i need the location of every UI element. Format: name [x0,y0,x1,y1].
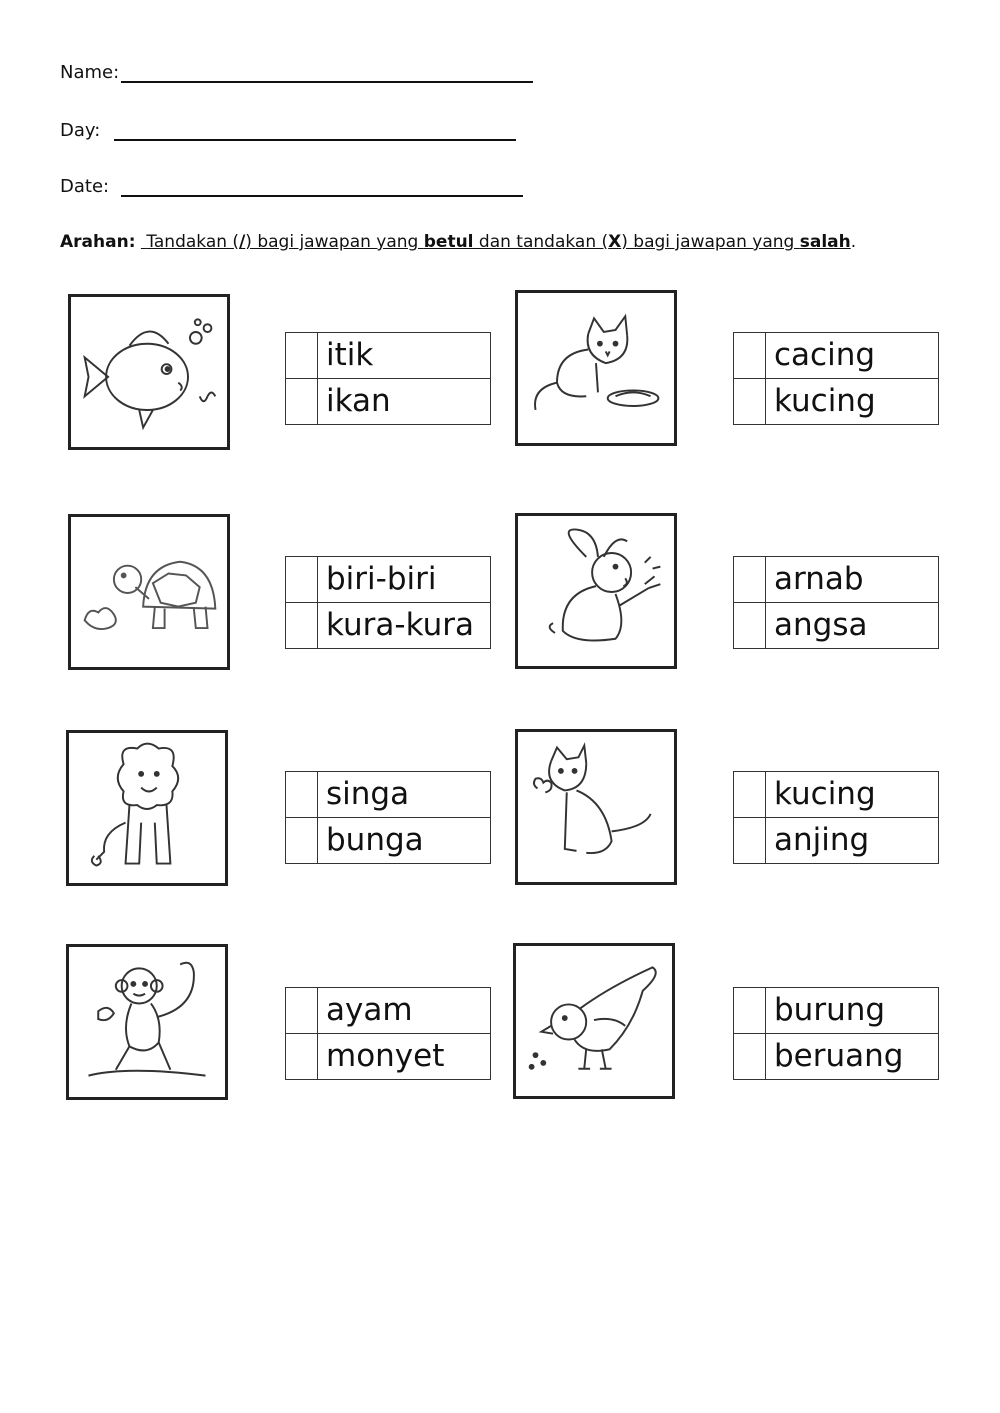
lion-picture [66,730,228,886]
date-label: Date: [60,176,110,197]
cat-picture [515,290,677,446]
option-row [286,1034,491,1080]
instruction-part2: ) bagi jawapan yang [245,232,424,252]
answer-box[interactable] [734,557,766,603]
instruction-part3: dan tandakan ( [473,232,609,252]
instruction-end: . [850,232,857,252]
tortoise-options [285,556,491,649]
bird-picture [513,943,675,1099]
cat-options [733,332,939,425]
option-word: biri-biri [318,557,491,603]
option-row [734,557,939,603]
answer-box[interactable] [734,1034,766,1080]
name-label: Name: [60,62,120,83]
answer-box[interactable] [286,772,318,818]
instruction-part4: ) bagi jawapan yang [621,232,800,252]
option-word: burung [766,988,939,1034]
wrong-word: salah [799,232,851,252]
dog-picture [515,729,677,885]
option-row [286,603,491,649]
option-word: angsa [766,603,939,649]
instruction [60,232,856,252]
rabbit-options [733,556,939,649]
option-word: kucing [766,379,939,425]
instruction-part1: Tandakan ( [146,232,240,252]
monkey-options [285,987,491,1080]
answer-box[interactable] [286,557,318,603]
name-line[interactable] [121,63,533,83]
answer-box[interactable] [286,818,318,864]
name-field [60,62,533,83]
option-word: anjing [766,818,939,864]
correct-word: betul [423,232,474,252]
instruction-text [141,232,851,252]
option-row [734,772,939,818]
option-row [286,379,491,425]
answer-box[interactable] [286,333,318,379]
option-row [734,603,939,649]
option-word: ikan [318,379,491,425]
option-word: monyet [318,1034,491,1080]
answer-box[interactable] [734,379,766,425]
option-word: cacing [766,333,939,379]
answer-box[interactable] [286,1034,318,1080]
bird-options [733,987,939,1080]
option-row [734,333,939,379]
answer-box[interactable] [734,772,766,818]
tortoise-picture [68,514,230,670]
option-row [286,557,491,603]
date-line[interactable] [121,177,523,197]
tick-symbol: / [239,232,246,252]
answer-box[interactable] [286,988,318,1034]
option-word: ayam [318,988,491,1034]
option-word: kura-kura [318,603,491,649]
option-word: arnab [766,557,939,603]
option-word: beruang [766,1034,939,1080]
instruction-label: Arahan: [60,232,136,252]
fish-options [285,332,491,425]
answer-box[interactable] [734,988,766,1034]
answer-box[interactable] [286,379,318,425]
dog-options [733,771,939,864]
option-row [734,818,939,864]
option-word: kucing [766,772,939,818]
option-word: itik [318,333,491,379]
answer-box[interactable] [734,603,766,649]
fish-picture [68,294,230,450]
option-row [286,333,491,379]
answer-box[interactable] [286,603,318,649]
date-field [60,176,523,197]
day-label: Day: [60,120,101,141]
day-field [60,120,516,141]
option-word: singa [318,772,491,818]
option-row [286,818,491,864]
option-row [734,379,939,425]
rabbit-picture [515,513,677,669]
answer-box[interactable] [734,333,766,379]
lion-options [285,771,491,864]
answer-box[interactable] [734,818,766,864]
monkey-picture [66,944,228,1100]
option-row [286,988,491,1034]
option-word: bunga [318,818,491,864]
day-line[interactable] [114,121,516,141]
option-row [286,772,491,818]
cross-symbol: X [608,232,622,252]
option-row [734,988,939,1034]
option-row [734,1034,939,1080]
